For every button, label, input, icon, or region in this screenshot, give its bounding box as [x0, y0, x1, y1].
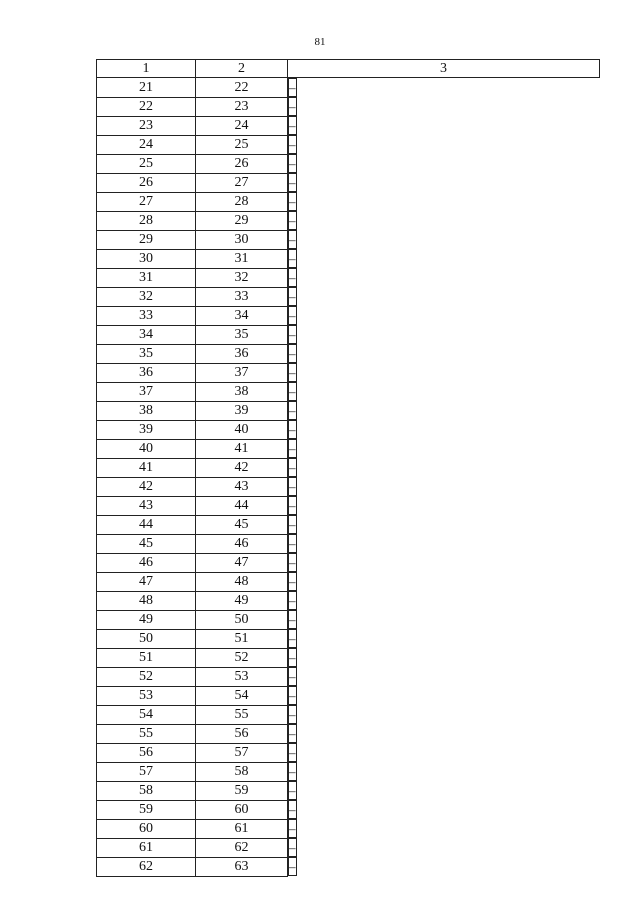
table-row [97, 534, 600, 553]
table-cell-col-1: 37 [97, 382, 196, 401]
table-cell-col-1: 32 [97, 287, 196, 306]
table-row [97, 591, 600, 610]
table-cell-col-1: 31 [97, 268, 196, 287]
table-cell-col-1: 53 [97, 686, 196, 705]
table-cell-col-3: – [289, 688, 296, 703]
table-row [97, 439, 600, 458]
table-cell-col-2: 32 [196, 268, 288, 287]
table-cell-col-3: – [289, 745, 296, 760]
table-cell-col-3: – [289, 118, 296, 133]
table-cell-col-3: – [289, 365, 296, 380]
table-cell-col-3: – [289, 669, 296, 684]
table-cell-col-3: – [289, 802, 296, 817]
table-cell-col-3: – [289, 707, 296, 722]
table-cell-col-3: – [289, 213, 296, 228]
table-cell-col-3: – [289, 137, 296, 152]
table-row [97, 553, 600, 572]
table-cell-col-3: – [289, 726, 296, 741]
table-row [97, 116, 600, 135]
table-cell-col-2: 28 [196, 192, 288, 211]
table-cell-col-1: 50 [97, 629, 196, 648]
table-cell-col-2: 63 [196, 857, 288, 876]
table-cell-col-1: 42 [97, 477, 196, 496]
table-cell-col-1: 36 [97, 363, 196, 382]
table-cell-col-2: 44 [196, 496, 288, 515]
table-body [97, 78, 600, 877]
table-row [97, 268, 600, 287]
table-cell-col-2: 25 [196, 135, 288, 154]
table-cell-col-3: – [289, 270, 296, 285]
table-row [97, 306, 600, 325]
table-row [97, 610, 600, 629]
table-cell-col-1: 45 [97, 534, 196, 553]
table-cell-col-1: 21 [97, 78, 196, 98]
table-cell-col-1: 51 [97, 648, 196, 667]
table-cell-col-3: – [289, 99, 296, 114]
table-cell-col-2: 37 [196, 363, 288, 382]
table-row [97, 344, 600, 363]
table-row [97, 629, 600, 648]
table-cell-col-1: 24 [97, 135, 196, 154]
table-cell-col-1: 58 [97, 781, 196, 800]
table-cell-col-1: 23 [97, 116, 196, 135]
table-cell-col-1: 47 [97, 572, 196, 591]
table-cell-col-3: – [289, 422, 296, 437]
table-cell-col-3: – [289, 555, 296, 570]
table-cell-col-1: 43 [97, 496, 196, 515]
table-cell-col-2: 27 [196, 173, 288, 192]
table-row [97, 382, 600, 401]
table-row [97, 97, 600, 116]
table-row [97, 420, 600, 439]
table-cell-col-2: 26 [196, 154, 288, 173]
table-cell-col-2: 29 [196, 211, 288, 230]
table-cell-col-1: 57 [97, 762, 196, 781]
column-header-2: 2 [196, 60, 288, 78]
table-cell-col-1: 30 [97, 249, 196, 268]
table-cell-col-2: 54 [196, 686, 288, 705]
table-cell-col-1: 52 [97, 667, 196, 686]
table-cell-col-1: 22 [97, 97, 196, 116]
table-cell-col-2: 53 [196, 667, 288, 686]
table-cell-col-2: 24 [196, 116, 288, 135]
table-cell-col-1: 28 [97, 211, 196, 230]
table-cell-col-3: – [289, 308, 296, 323]
table-cell-col-2: 58 [196, 762, 288, 781]
table-cell-col-3: – [289, 156, 296, 171]
table-cell-col-3: – [289, 612, 296, 627]
table-row [97, 838, 600, 857]
table-row [97, 800, 600, 819]
table-cell-col-3: – [289, 536, 296, 551]
table-cell-col-3: – [289, 346, 296, 361]
table-cell-col-2: 62 [196, 838, 288, 857]
table-cell-col-3: – [289, 479, 296, 494]
table-cell-col-3: – [289, 289, 296, 304]
table-cell-col-2: 42 [196, 458, 288, 477]
table-cell-col-1: 59 [97, 800, 196, 819]
table-cell-col-2: 51 [196, 629, 288, 648]
table-cell-col-1: 44 [97, 515, 196, 534]
table-cell-col-3: – [289, 384, 296, 399]
table-cell-col-2: 33 [196, 287, 288, 306]
table-row [97, 762, 600, 781]
table-cell-col-1: 56 [97, 743, 196, 762]
table-cell-col-2: 34 [196, 306, 288, 325]
table-row [97, 173, 600, 192]
table-cell-col-1: 49 [97, 610, 196, 629]
table-row [97, 325, 600, 344]
table-cell-col-3: – [289, 175, 296, 190]
table-row [97, 724, 600, 743]
table-row [97, 819, 600, 838]
table-row [97, 363, 600, 382]
table-cell-col-1: 48 [97, 591, 196, 610]
table-cell-col-2: 36 [196, 344, 288, 363]
table-cell-col-2: 23 [196, 97, 288, 116]
table-cell-col-2: 22 [196, 78, 288, 98]
table-row [97, 648, 600, 667]
table-header-row [97, 60, 600, 78]
table-cell-col-1: 46 [97, 553, 196, 572]
table-row [97, 135, 600, 154]
table-row [97, 287, 600, 306]
table-cell-col-3: – [289, 840, 296, 855]
table-cell-col-3: – [289, 859, 296, 874]
table-row [97, 743, 600, 762]
table-cell-col-1: 61 [97, 838, 196, 857]
table-cell-col-2: 31 [196, 249, 288, 268]
table-cell-col-2: 30 [196, 230, 288, 249]
table-cell-col-3: – [289, 574, 296, 589]
table-row [97, 515, 600, 534]
table-cell-col-1: 33 [97, 306, 196, 325]
table-row [97, 857, 600, 876]
table-cell-col-3: – [289, 460, 296, 475]
table-row [97, 572, 600, 591]
table-cell-col-1: 35 [97, 344, 196, 363]
table-cell-col-3: – [289, 80, 296, 95]
table-cell-col-1: 60 [97, 819, 196, 838]
table-cell-col-1: 34 [97, 325, 196, 344]
table-cell-col-3: – [289, 498, 296, 513]
table-cell-col-2: 45 [196, 515, 288, 534]
table-row [97, 211, 600, 230]
table-row [97, 192, 600, 211]
table-row [97, 458, 600, 477]
table-row [97, 154, 600, 173]
table-row [97, 78, 600, 98]
table-cell-col-2: 39 [196, 401, 288, 420]
table-cell-col-2: 56 [196, 724, 288, 743]
table-cell-col-1: 41 [97, 458, 196, 477]
table-cell-col-1: 38 [97, 401, 196, 420]
table-cell-col-3: – [289, 194, 296, 209]
column-header-3: 3 [288, 60, 600, 78]
table-row [97, 477, 600, 496]
table-cell-col-2: 49 [196, 591, 288, 610]
table-cell-col-2: 52 [196, 648, 288, 667]
table-cell-col-3: – [289, 517, 296, 532]
page-number: 81 [314, 36, 326, 48]
table-cell-col-1: 55 [97, 724, 196, 743]
table-cell-col-2: 41 [196, 439, 288, 458]
table-cell-col-2: 61 [196, 819, 288, 838]
table-cell-col-3: – [289, 232, 296, 247]
table-cell-col-1: 25 [97, 154, 196, 173]
table-cell-col-1: 26 [97, 173, 196, 192]
data-table [96, 59, 600, 877]
table-cell-col-2: 60 [196, 800, 288, 819]
table-cell-col-3: – [289, 593, 296, 608]
table-row [97, 667, 600, 686]
table-cell-col-2: 57 [196, 743, 288, 762]
table-cell-col-1: 40 [97, 439, 196, 458]
table-cell-col-3: – [289, 764, 296, 779]
table-cell-col-2: 50 [196, 610, 288, 629]
table-cell-col-3: – [289, 783, 296, 798]
table-cell-col-3: – [289, 403, 296, 418]
table-cell-col-2: 38 [196, 382, 288, 401]
table-cell-col-3: – [289, 650, 296, 665]
table-cell-col-2: 48 [196, 572, 288, 591]
table-row [97, 705, 600, 724]
table-row [97, 230, 600, 249]
table-cell-col-3: – [289, 821, 296, 836]
table-row [97, 401, 600, 420]
table-cell-col-2: 40 [196, 420, 288, 439]
table-cell-col-1: 62 [97, 857, 196, 876]
table-cell-col-3: – [289, 631, 296, 646]
column-header-1: 1 [97, 60, 196, 78]
table-row [97, 686, 600, 705]
table-cell-col-3: – [289, 441, 296, 456]
table-cell-col-2: 55 [196, 705, 288, 724]
table-cell-col-2: 43 [196, 477, 288, 496]
table-cell-col-3: – [289, 251, 296, 266]
table-cell-col-3: – [289, 327, 296, 342]
table-cell-col-2: 59 [196, 781, 288, 800]
table-cell-col-1: 27 [97, 192, 196, 211]
table-cell-col-1: 29 [97, 230, 196, 249]
table-cell-col-2: 46 [196, 534, 288, 553]
table-row [97, 249, 600, 268]
table-cell-col-1: 54 [97, 705, 196, 724]
table-cell-col-2: 47 [196, 553, 288, 572]
table-cell-col-1: 39 [97, 420, 196, 439]
table-row [97, 781, 600, 800]
table-row [97, 496, 600, 515]
table-cell-col-2: 35 [196, 325, 288, 344]
